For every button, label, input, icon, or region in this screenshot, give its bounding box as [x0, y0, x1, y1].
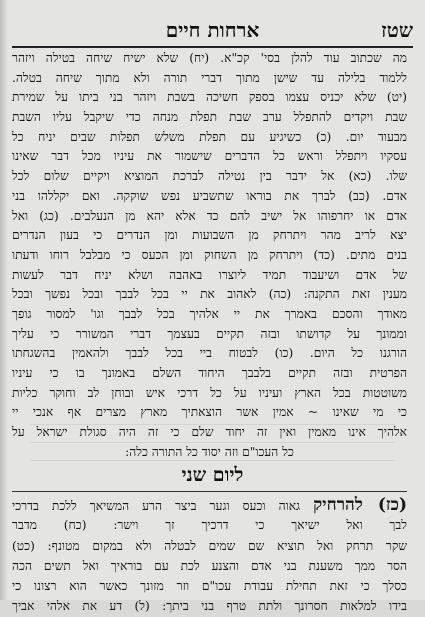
text-line-lead: [12, 495, 407, 515]
running-title: ארחות חיים: [165, 18, 260, 42]
text-line: מבעוד יום. (כ) כשיגיע עם תפלת משלש תפלות שבים יניח כל: [12, 129, 407, 144]
text-line-final: כל העכו"ם וזה יסוד כל התורה כלה:: [125, 444, 294, 459]
text-line: (יט) שלא יכניס עצמו בספק חשיכה בשבת ויזהר בני ביתו על שמירת: [12, 90, 407, 105]
text-line: עסקיו ויתפלל וראש כל הדברים שישמור את עיניו מכל דבר שאינו: [12, 149, 407, 164]
text-line: מענין זאת התקנה: (כה) לאהוב את יי בכל לבבך ובכל נפשך ובכל: [12, 287, 407, 302]
lead-line-text: גאוה וכעס וגער ביצר הרע המשיאך ללכת בדרכי: [12, 499, 301, 513]
second-text-block: [12, 495, 407, 617]
text-line: הורגנו כל היום. (כו) לבטוח ביי בכל לבבך ולהאמין בהשגחתו: [12, 346, 407, 361]
page-number: שטז: [381, 18, 413, 42]
section-heading: ליום שני: [181, 464, 244, 486]
text-line: מה שכתוב עוד להלן בסי' קכ"א. (יח) שלא ישיח שיחה בטילה ויזהר: [12, 51, 407, 65]
text-line: משוטטות בכל הארץ ועיניו על כל דרכי איש ובוחן לב וחוקר כליות: [12, 385, 407, 400]
text-line: כסלך כי זאת תחילת עבודת עכו"ם וזר מזונך כאשר הוא רצונו כי: [12, 579, 407, 594]
text-line: לבך ואל ישיאך כי דרכיך זך וישר: (כח) מדבר: [12, 518, 407, 533]
section-divider: [12, 491, 407, 492]
text-line: אדם. (כב) לברך את בוראו שתשביע נפש שוקקה. ואם יקללהו בני: [12, 188, 407, 203]
text-line: שקר תרחק ואל תוציא שם שמים לבטלה ולא במקום מטונף: (כט): [12, 538, 407, 553]
text-line: מאודך והסכם באמרך את יי אלהיך בכל לבבך וגו' למסור גופך: [12, 306, 407, 321]
text-line: של אדם ושיעבוד תמיד ליוצרו באהבה ושלא יניח דבר לעשות: [12, 267, 407, 282]
text-line: הפרטית ובזה תקיים בלבבך היחוד השלם באמונך בו כי עיניו: [12, 366, 407, 380]
main-text-block: [12, 49, 407, 462]
text-line: ללמוד בלילה עד שישן מתוך דברי תורה ולא מתוך שיחה בטלה.: [12, 70, 407, 85]
text-line: אדם או יחרפוהו אל ישיב להם כד אלא יהא מן הנעלבים. (כג) ואל: [12, 208, 407, 223]
lead-word: (כז) להרחיק: [313, 495, 407, 515]
page-header: [12, 16, 413, 48]
text-line: בנים מתים. (כד) ויתרחק מן השחוק ומן הכעס כי מבלבל רוחו ודעתו: [12, 247, 407, 262]
bleed-through-texture: [30, 416, 395, 466]
text-line: בידו למלאות חסרונך ולתת טרף בני ביתך: (ל) דע את אלהי אביך: [12, 599, 407, 614]
text-line: אלהיך אינו מאמין ואין זה יחוד שלם כי זה היה סגולת ישראל על: [12, 425, 407, 440]
text-line: שבת ויקדים להתפלל ערב שבת תפלת מנחה כדי שיקבל עליו השבת: [12, 110, 407, 125]
text-line: הסר ממך משענת בני אדם והצנע לכת עם בוראיך ואל תשים הכה: [12, 558, 407, 573]
text-line: שלו. (כא) אל ידבר בין נטילה לברכת המוציא ויקיים שלום לכל: [12, 169, 407, 184]
text-line: יצא לריב מהר ויתרחק מן השבועות ומן הנדרים כי בעון הנדרים: [12, 228, 407, 243]
text-line: וממונך על קדושתו ובזה תקיים בעצמך דברי המשורר כי עליך: [12, 326, 407, 341]
text-line: כי מי שאינו ~ אמין אשר הוצאתיך מארץ מצרים אף אנכי יי: [12, 405, 407, 420]
